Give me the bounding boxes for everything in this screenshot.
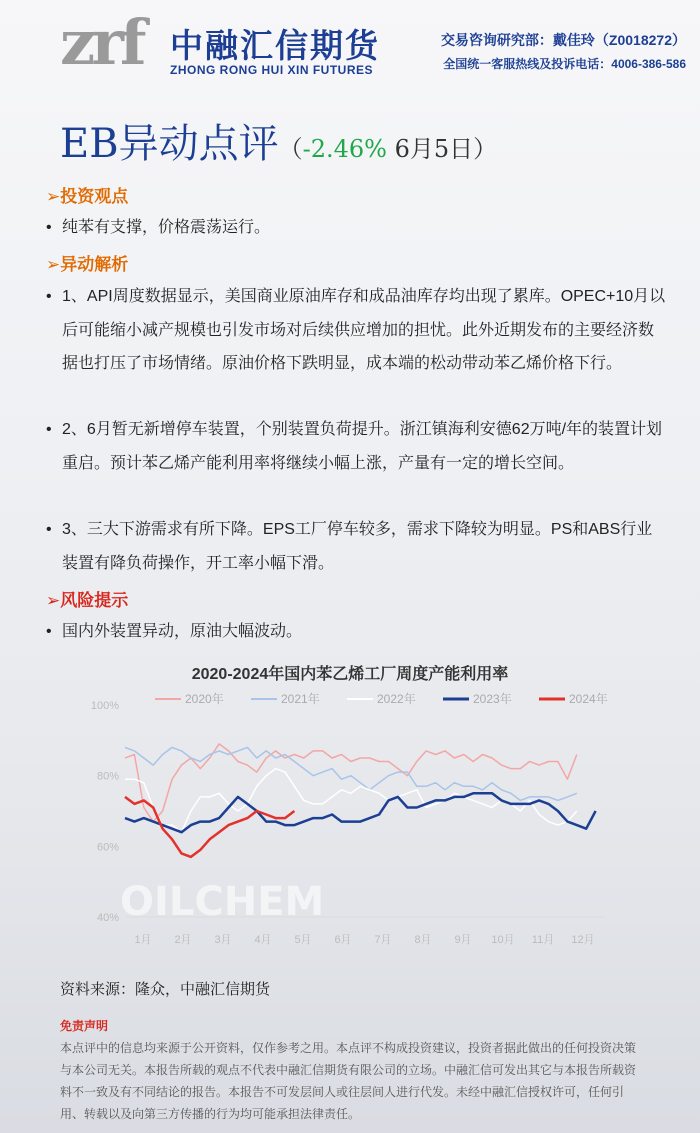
y-tick-label: 80% [96,770,119,783]
x-tick-label: 9月 [454,934,472,946]
list-item: • 1、API周度数据显示，美国商业原油库存和成品油库存均出现了累库。OPEC+10月以后可能缩小减产规模也引发市场对后续供应增加的担忧。此外近期发布的主要经济数据也打压了市场情绪。原油价格下跌明显，成本端的松动带动苯乙烯价格下行。 [46,288,666,372]
title-main: EB异动点评 [60,121,279,167]
x-tick-label: 2月 [174,934,192,946]
section-heading-analysis: ➢异动解析 [46,255,129,274]
title-open: （ [278,135,303,163]
x-tick-label: 10月 [491,934,515,946]
x-tick-label: 11月 [531,934,555,946]
company-logo: zrf [60,6,143,79]
list-item: • 3、三大下游需求有所下降。EPS工厂停车较多，需求下降较为明显。PS和ABS行业装置有降负荷操作，开工率小幅下滑。 [46,521,653,572]
title-close: ） [473,135,498,163]
header [0,0,700,95]
x-tick-label: 6月 [334,934,352,946]
disclaimer-text: 本点评中的信息均来源于公开资料，仅作参考之用。本点评不构成投资建议，投资者据此做出的任何投资决策与本公司无关。本报告所载的观点不代表中融汇信期货有限公司的立场。中融汇信可发出其它与本报告所载资料不一致及有不同结论的报告。本报告不可发层间人或往层间人进行代发。未经中融汇信授权许可，任何引用、转载以及向第三方传播的行为均可能承担法律责任。 [60,1041,637,1121]
page-title [60,112,497,169]
list-item: • 国内外装置异动，原油大幅波动。 [46,623,303,640]
list-item: • 纯苯有支撑，价格震荡运行。 [46,219,271,236]
legend-label: 2023年 [473,692,512,706]
section-heading-view: ➢投资观点 [46,187,129,206]
list-item: • 2、6月暂无新增停车装置，个别装置负荷提升。浙江镇海利安德62万吨/年的装置计划重启。预计苯乙烯产能利用率将继续小幅上涨，产量有一定的增长空间。 [46,421,663,472]
x-tick-label: 8月 [414,934,432,946]
company-name-en: ZHONG RONG HUI XIN FUTURES [170,63,374,77]
hotline: 全国统一客服热线及投诉电话：4006-386-586 [443,57,686,71]
y-tick-label: 100% [90,700,119,712]
watermark: OILCHEM [120,879,325,925]
company-name-cn: 中融汇信期货 [170,27,380,64]
x-tick-label: 12月 [571,934,595,946]
x-tick-label: 5月 [294,934,312,946]
x-tick-label: 7月 [374,934,392,946]
series-line [125,797,294,857]
series-line [125,744,577,822]
x-tick-label: 3月 [214,934,232,946]
y-tick-label: 60% [96,841,119,854]
arrow-right-icon: ➢ [46,187,61,206]
title-change-pct: -2.46% [302,135,387,163]
arrow-right-icon: ➢ [46,255,61,274]
y-tick-label: 40% [96,912,119,924]
data-source: 资料来源：隆众，中融汇信期货 [60,981,271,998]
legend-label: 2021年 [281,692,320,706]
legend-label: 2024年 [569,692,608,706]
x-tick-label: 1月 [134,934,152,946]
legend-label: 2020年 [185,692,224,706]
legend-label: 2022年 [377,692,416,706]
disclaimer-heading: 免责声明 [60,1019,109,1033]
title-date: 6月5日 [386,135,474,163]
analyst-contact: 交易咨询研究部：戴佳玲（Z0018272） [440,32,686,48]
chart-title: 2020-2024年国内苯乙烯工厂周度产能利用率 [191,666,509,683]
section-heading-risk: ➢风险提示 [46,591,129,610]
capacity-utilization-chart [70,655,630,955]
arrow-right-icon: ➢ [46,591,61,610]
x-tick-label: 4月 [254,934,272,946]
